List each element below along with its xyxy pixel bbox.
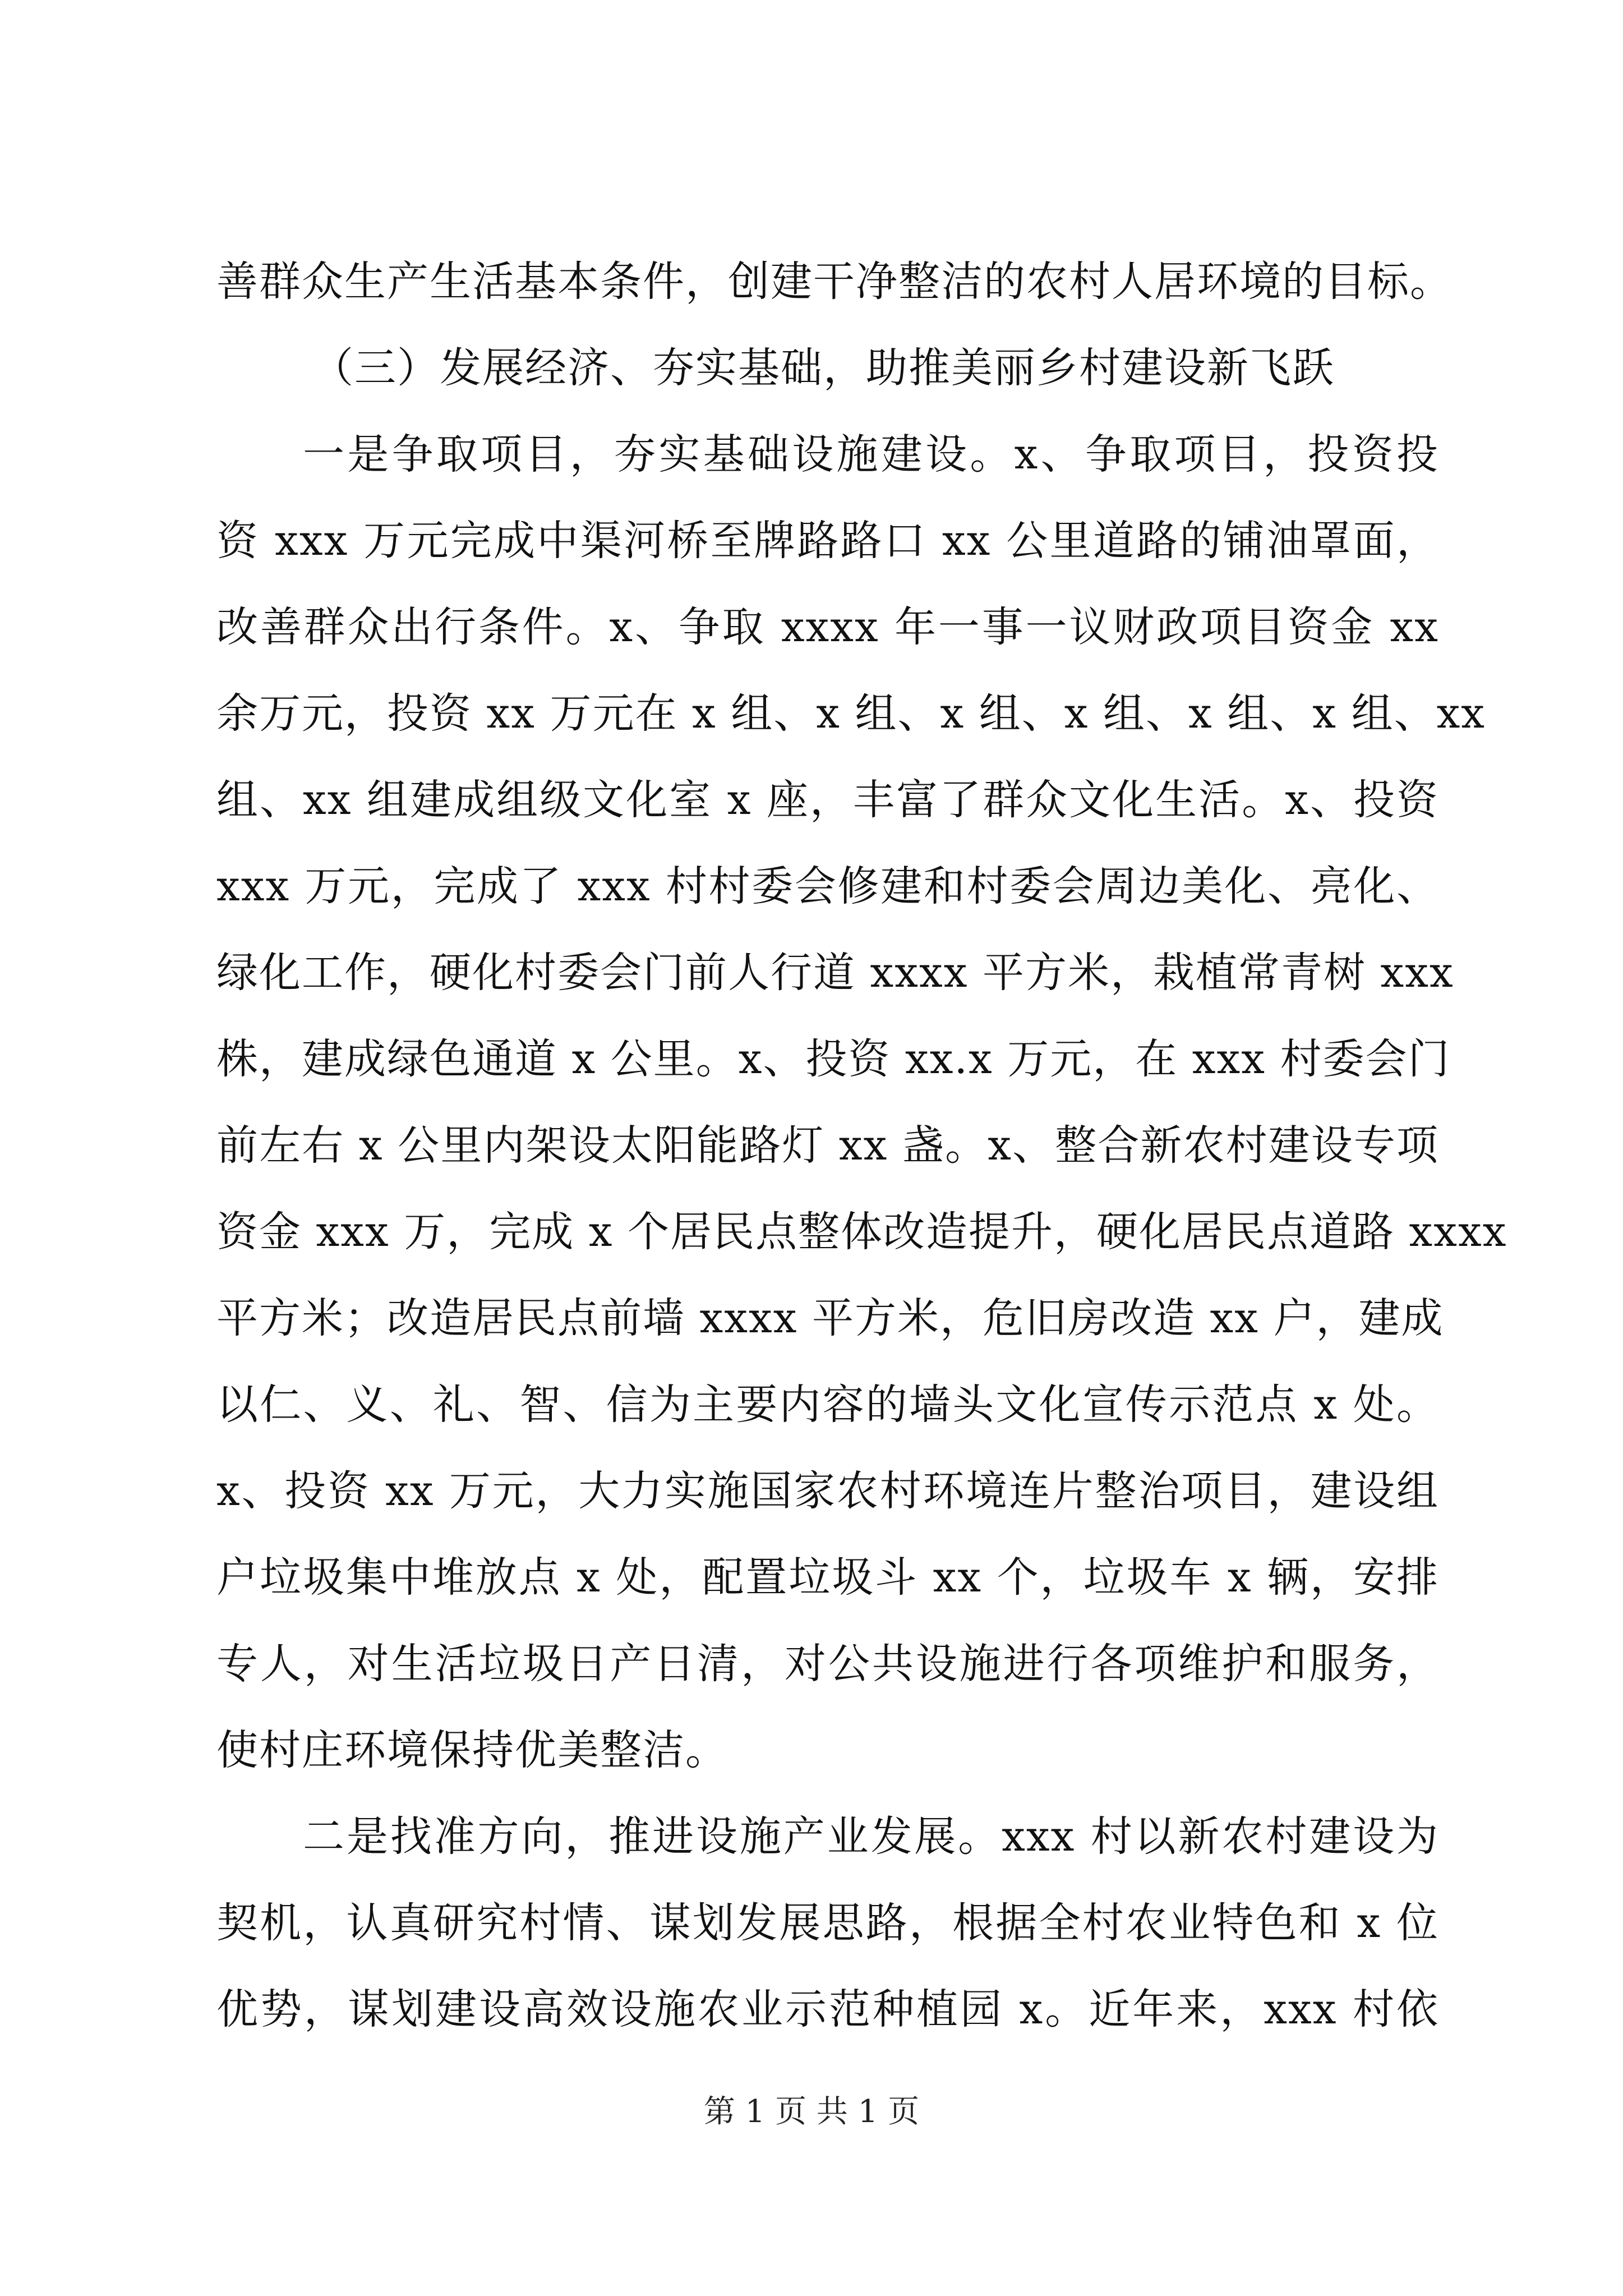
- paragraph-line: xxx 万元，完成了 xxx 村村委会修建和村委会周边美化、亮化、: [216, 862, 1439, 910]
- paragraph-line: 以仁、义、礼、智、信为主要内容的墙头文化宣传示范点 x 处。: [216, 1381, 1439, 1429]
- paragraph-line: 余万元，投资 xx 万元在 x 组、x 组、x 组、x 组、x 组、x 组、xx: [216, 689, 1486, 738]
- paragraph-line: 资金 xxx 万，完成 x 个居民点整体改造提升，硬化居民点道路 xxxx: [216, 1208, 1507, 1256]
- paragraph-line: 二是找准方向，推进设施产业发展。xxx 村以新农村建设为: [303, 1812, 1439, 1861]
- paragraph-line: 善群众生产生活基本条件，创建干净整洁的农村人居环境的目标。: [216, 257, 1453, 306]
- paragraph-line: 绿化工作，硬化村委会门前人行道 xxxx 平方米，栽植常青树 xxx: [216, 949, 1454, 997]
- paragraph-line: 优势，谋划建设高效设施农业示范种植园 x。近年来，xxx 村依: [216, 1985, 1439, 2033]
- paragraph-line: x、投资 xx 万元，大力实施国家农村环境连片整治项目，建设组: [216, 1467, 1439, 1515]
- page-number-footer: 第 1 页 共 1 页: [703, 2093, 920, 2130]
- paragraph-line: 前左右 x 公里内架设太阳能路灯 xx 盏。x、整合新农村建设专项: [216, 1121, 1439, 1170]
- paragraph-line: 资 xxx 万元完成中渠河桥至牌路路口 xx 公里道路的铺油罩面，: [216, 517, 1439, 565]
- paragraph-line: 使村庄环境保持优美整洁。: [216, 1726, 728, 1774]
- paragraph-line: 一是争取项目，夯实基础设施建设。x、争取项目，投资投: [303, 430, 1439, 478]
- paragraph-line: 株，建成绿色通道 x 公里。x、投资 xx.x 万元，在 xxx 村委会门: [216, 1035, 1451, 1083]
- paragraph-line: 改善群众出行条件。x、争取 xxxx 年一事一议财政项目资金 xx: [216, 603, 1439, 651]
- paragraph-line: 契机，认真研究村情、谋划发展思路，根据全村农业特色和 x 位: [216, 1899, 1439, 1947]
- section-heading: （三）发展经济、夯实基础，助推美丽乡村建设新飞跃: [312, 344, 1335, 392]
- paragraph-line: 户垃圾集中堆放点 x 处，配置垃圾斗 xx 个，垃圾车 x 辆，安排: [216, 1553, 1439, 1602]
- paragraph-line: 平方米；改造居民点前墙 xxxx 平方米，危旧房改造 xx 户，建成: [216, 1294, 1444, 1342]
- paragraph-line: 专人，对生活垃圾日产日清，对公共设施进行各项维护和服务，: [216, 1640, 1439, 1688]
- paragraph-line: 组、xx 组建成组级文化室 x 座，丰富了群众文化生活。x、投资: [216, 776, 1439, 824]
